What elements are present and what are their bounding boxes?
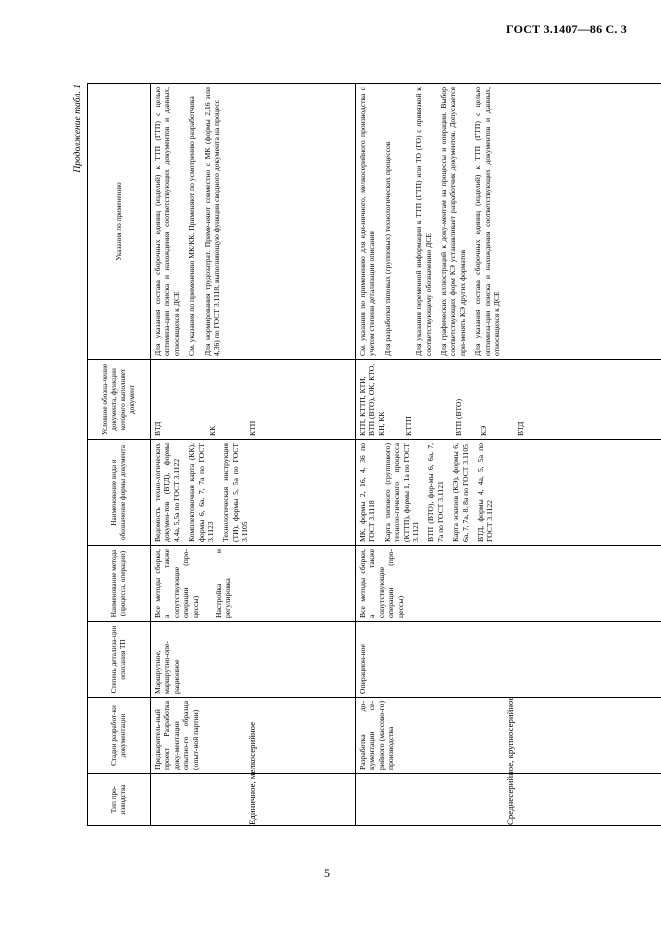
document-code: КЭ bbox=[479, 425, 489, 436]
usage-note-cell bbox=[151, 84, 356, 360]
column-header: Наименование вида и обозначение формы документа bbox=[88, 440, 151, 546]
document-name: Карта эскизов (КЭ), формы 6, 6а, 7, 7а, 8, 8а по ГОСТ 3.1105 bbox=[451, 443, 470, 542]
column-header: Условное обозна-чение документа, функции которого выполняет документ bbox=[88, 360, 151, 440]
document-code: КТП bbox=[247, 420, 257, 436]
landscape-page bbox=[73, 84, 633, 826]
continuation-label: Продолжение табл. 1 bbox=[73, 84, 83, 173]
method-cell: Все методы сборки, а также сопутствующие операции (про-цессы) bbox=[356, 546, 661, 622]
document-code: ВТД bbox=[153, 421, 162, 436]
production-type: Среднесерийное, крупносерийное bbox=[504, 696, 515, 825]
document-code: ВТД bbox=[516, 421, 526, 436]
column-header: Стадии разработ-ки документации bbox=[88, 698, 151, 774]
usage-note: Для указания переменной информации к ТТП (ГТП) или ТО (ГО) с привязкой к соответствующему обозначению ДСЕ bbox=[414, 87, 433, 356]
column-header: Указания по применению bbox=[88, 84, 151, 360]
usage-note: Для указания состава сборочных единиц (изделий) к ТТП (ГТП) с целью оптимиза-ции поиска и нахождения соответствующих документов и данных, относящихся к ДСЕ bbox=[473, 87, 502, 356]
usage-note: См. указания по применению для еди-ничного, мелкосерийного производства с учетом степени детализации описания bbox=[358, 87, 377, 356]
document-name: Комплектовочная карта (КК), формы 6, 6а, 7, 7а по ГОСТ 3.1123 bbox=[187, 443, 216, 542]
method-cell bbox=[151, 546, 356, 622]
rotated-table-area bbox=[73, 84, 633, 826]
method-text: Настройка и регулировка bbox=[214, 549, 233, 618]
document-name: Карта типового (группового) техноло-гического процесса (КТТП), формы 1, 1а по ГОСТ 3.1121 bbox=[382, 443, 421, 542]
document-code: КТП, КТТП, КТИ, ВТП (ВТО), ОК, КТО, КН, КК bbox=[358, 363, 386, 436]
usage-note: Для разработки типовых (групповых) технологических процессов bbox=[382, 141, 392, 356]
column-header: Степень детализа-ции описания ТП bbox=[88, 622, 151, 698]
document-name: ВТП (ВТО), фор-мы 6, 6а, 7, 7а по ГОСТ 3.1121 bbox=[426, 443, 445, 542]
document-code: КК bbox=[208, 425, 218, 436]
document-name: Ведомость техно-логических докумен-тов (ВТД), формы 4,4а, 5,5а по ГОСТ 3.1122 bbox=[153, 443, 181, 542]
document-code: КТТП bbox=[404, 416, 414, 436]
page-number: 5 bbox=[324, 866, 330, 880]
application-table bbox=[87, 83, 661, 826]
stage-cell: Предваритель-ный проект Разработка доку-ментации опытно-го образца (опыт-ной партии) bbox=[151, 698, 356, 774]
detail-cell: Операцион-ное bbox=[356, 622, 661, 698]
column-header: Тип про-изводства bbox=[88, 774, 151, 826]
document-name: Технологическая инструкция (ТИ), формы 5, 5а по ГОСТ 3.1105 bbox=[221, 443, 250, 542]
document-name: МК, формы 2, 16, 4, 36 по ГОСТ 3.1118 bbox=[358, 443, 377, 542]
usage-note: Для графических иллюстраций к доку-ментам на процессы и операции. Выбор соответствующих форм КЭ устанавливает разработчик документов. Допускается при-менять КЭ других форматов bbox=[439, 87, 467, 356]
document-code-cell bbox=[356, 360, 661, 440]
document-name-cell bbox=[151, 440, 356, 546]
usage-note: См. указания по применению МК/КК. Применяют по усмотрению разработчика bbox=[187, 96, 197, 356]
table-row bbox=[356, 84, 661, 826]
table-header-row bbox=[88, 84, 151, 826]
usage-note: Для нормирования трудозатрат. Приме-няют совместно с МК (формы 2,16 или 4,36) по ГОСТ 3.1118, выполняющую функции сводного документа на процесс bbox=[202, 87, 222, 356]
document-code: ВТП (ВТО) bbox=[453, 398, 463, 436]
document-name-cell bbox=[356, 440, 661, 546]
method-text: Все методы сборки, а также сопутствующие операции (про-цессы) bbox=[153, 549, 200, 618]
document-header: ГОСТ 3.1407—86 С. 3 bbox=[506, 22, 627, 36]
document-code-cell bbox=[151, 360, 356, 440]
usage-note-cell bbox=[356, 84, 661, 360]
column-header: Наименование метода (процесса, операции) bbox=[88, 546, 151, 622]
detail-cell: Маршрутное, маршрутно-опе-рационное bbox=[151, 622, 356, 698]
table-row bbox=[151, 84, 356, 826]
usage-note: Для указания состава сборочных единиц (изделий) к ТТП (ГТП) с целью оптимиза-ции поиска и нахождения соответствующих документов и данных, относящихся к ДСЕ bbox=[153, 87, 181, 356]
document-name: ВТД, формы 4, 4а, 5, 5а по ГОСТ 3.1122 bbox=[476, 443, 495, 542]
production-type: Единичное, мелкосерийное bbox=[247, 721, 258, 825]
stage-cell: Разработка до-кументации се-рийного (массово-го) производства bbox=[356, 698, 661, 774]
